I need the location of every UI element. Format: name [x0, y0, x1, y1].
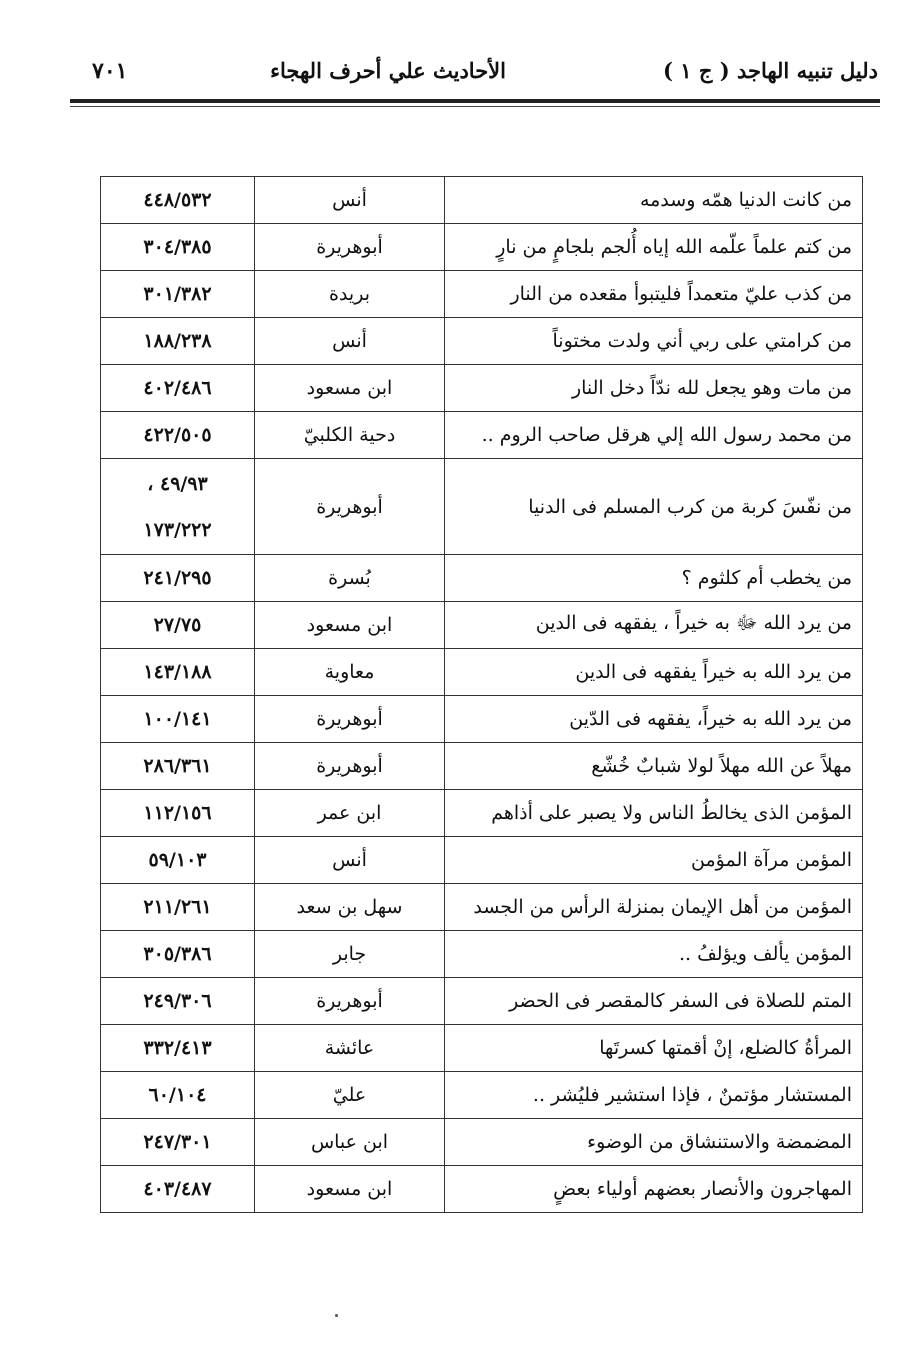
reference: ٣٠٤/٣٨٥: [101, 224, 255, 271]
table-row: [101, 1166, 863, 1213]
hadith-index-table: [100, 176, 863, 1213]
table-row: [101, 837, 863, 884]
table-row: [101, 459, 863, 555]
table-row: [101, 931, 863, 978]
hadith-table-body: [101, 177, 863, 1213]
header-rule-thin: [70, 106, 880, 107]
table-row: [101, 555, 863, 602]
table-row: [101, 271, 863, 318]
narrator: ابن مسعود: [255, 365, 445, 412]
narrator: أنس: [255, 318, 445, 365]
reference: ١٨٨/٢٣٨: [101, 318, 255, 365]
narrator: ابن مسعود: [255, 1166, 445, 1213]
hadith-text: من كانت الدنيا همّه وسدمه: [445, 177, 863, 224]
hadith-text: من كتم علماً علّمه الله إياه أُلجم بلجامٍ من نارٍ: [445, 224, 863, 271]
reference: ٢٤٧/٣٠١: [101, 1119, 255, 1166]
reference: ٤٢٢/٥٠٥: [101, 412, 255, 459]
hadith-text: من نفّسَ كربة من كرب المسلم فى الدنيا: [445, 459, 863, 555]
table-row: [101, 365, 863, 412]
reference: ٢٨٦/٣٦١: [101, 743, 255, 790]
narrator: عليّ: [255, 1072, 445, 1119]
table-row: [101, 743, 863, 790]
table-row: [101, 884, 863, 931]
reference: ٣٣٢/٤١٣: [101, 1025, 255, 1072]
hadith-text: من مات وهو يجعل لله ندّاً دخل النار: [445, 365, 863, 412]
page-number: ٧٠١: [92, 58, 128, 84]
reference: ٤٠٢/٤٨٦: [101, 365, 255, 412]
table-row: [101, 790, 863, 837]
narrator: سهل بن سعد: [255, 884, 445, 931]
hadith-text: المهاجرون والأنصار بعضهم أولياء بعضٍ: [445, 1166, 863, 1213]
book-title: دليل تنبيه الهاجد ( ج ١ ): [663, 58, 878, 83]
table-row: [101, 412, 863, 459]
reference-line: ١٧٣/٢٢٢: [143, 518, 212, 541]
reference: ١٠٠/١٤١: [101, 696, 255, 743]
table-row: [101, 1025, 863, 1072]
hadith-text: المتم للصلاة فى السفر كالمقصر فى الحضر: [445, 978, 863, 1025]
table-row: [101, 978, 863, 1025]
table-row: [101, 1072, 863, 1119]
hadith-text: مهلاً عن الله مهلاً لولا شبابٌ خُشّع: [445, 743, 863, 790]
table-row: [101, 649, 863, 696]
reference: ٤٤٨/٥٣٢: [101, 177, 255, 224]
table-row: [101, 602, 863, 649]
section-title: الأحاديث علي أحرف الهجاء: [270, 58, 506, 83]
narrator: جابر: [255, 931, 445, 978]
narrator: عائشة: [255, 1025, 445, 1072]
narrator: أبوهريرة: [255, 224, 445, 271]
reference: ٥٩/١٠٣: [101, 837, 255, 884]
reference: ١٤٣/١٨٨: [101, 649, 255, 696]
hadith-text: المؤمن مرآة المؤمن: [445, 837, 863, 884]
reference: ٦٠/١٠٤: [101, 1072, 255, 1119]
reference: ٢١١/٢٦١: [101, 884, 255, 931]
reference: ٢٧/٧٥: [101, 602, 255, 649]
hadith-text: من يرد الله ﷻ به خيراً ، يفقهه فى الدين: [445, 602, 863, 649]
header-rule-thick: [70, 99, 880, 103]
reference: ٣٠١/٣٨٢: [101, 271, 255, 318]
narrator: أبوهريرة: [255, 743, 445, 790]
hadith-text: المؤمن من أهل الإيمان بمنزلة الرأس من الجسد: [445, 884, 863, 931]
reference: [101, 459, 255, 555]
page-header: [70, 52, 878, 92]
reference-line: ٤٩/٩٣ ،: [147, 472, 208, 495]
hadith-text: المؤمن الذى يخالطُ الناس ولا يصبر على أذاهم: [445, 790, 863, 837]
narrator: أبوهريرة: [255, 459, 445, 555]
narrator: أنس: [255, 837, 445, 884]
reference: ١١٢/١٥٦: [101, 790, 255, 837]
hadith-text: المؤمن يألف ويؤلفُ ..: [445, 931, 863, 978]
stray-dot: [335, 1314, 338, 1317]
narrator: ابن مسعود: [255, 602, 445, 649]
narrator: ابن عمر: [255, 790, 445, 837]
narrator: بُسرة: [255, 555, 445, 602]
table-row: [101, 318, 863, 365]
reference: ٤٠٣/٤٨٧: [101, 1166, 255, 1213]
narrator: أنس: [255, 177, 445, 224]
hadith-text: المضمضة والاستنشاق من الوضوء: [445, 1119, 863, 1166]
narrator: معاوية: [255, 649, 445, 696]
hadith-text: من يرد الله به خيراً يفقهه فى الدين: [445, 649, 863, 696]
reference: ٢٤٩/٣٠٦: [101, 978, 255, 1025]
table-row: [101, 1119, 863, 1166]
hadith-text: من يخطب أم كلثوم ؟: [445, 555, 863, 602]
hadith-text: من محمد رسول الله إلي هرقل صاحب الروم ..: [445, 412, 863, 459]
hadith-text: المستشار مؤتمنٌ ، فإذا استشير فليُشر ..: [445, 1072, 863, 1119]
hadith-text: من كرامتي على ربي أني ولدت مختوناً: [445, 318, 863, 365]
table-row: [101, 696, 863, 743]
narrator: ابن عباس: [255, 1119, 445, 1166]
narrator: أبوهريرة: [255, 696, 445, 743]
hadith-text: من كذب عليّ متعمداً فليتبوأ مقعده من النار: [445, 271, 863, 318]
table-row: [101, 224, 863, 271]
hadith-text: المرأةُ كالضلع، إنْ أقمتها كسرتَها: [445, 1025, 863, 1072]
narrator: دحية الكلبيّ: [255, 412, 445, 459]
table-row: [101, 177, 863, 224]
narrator: بريدة: [255, 271, 445, 318]
reference: ٢٤١/٢٩٥: [101, 555, 255, 602]
reference: ٣٠٥/٣٨٦: [101, 931, 255, 978]
hadith-text: من يرد الله به خيراً، يفقهه فى الدّين: [445, 696, 863, 743]
narrator: أبوهريرة: [255, 978, 445, 1025]
